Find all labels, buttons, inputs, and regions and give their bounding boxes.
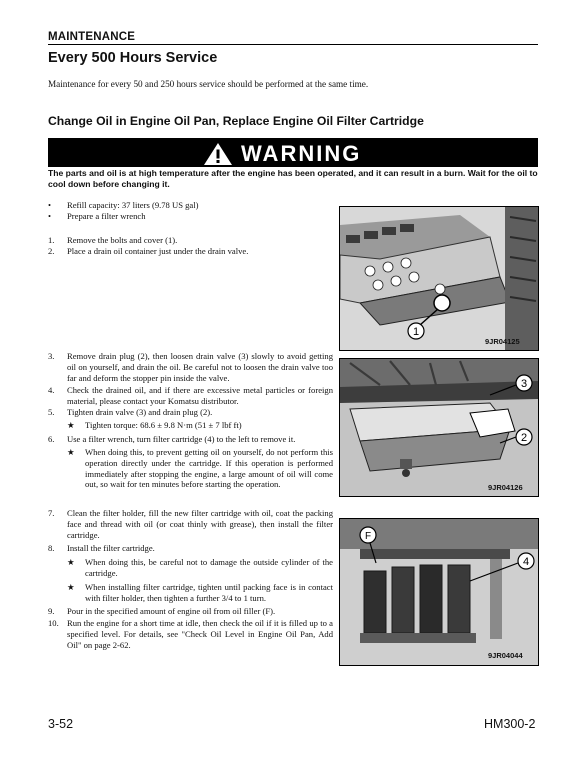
warning-triangle-icon: [203, 142, 233, 166]
page-number: 3-52: [48, 717, 74, 731]
procedure-title: Change Oil in Engine Oil Pan, Replace Engine Oil Filter Cartridge: [48, 114, 424, 128]
callout-label: 3: [520, 378, 528, 390]
warning-label: WARNING: [241, 141, 362, 166]
figure-drain-valve: [339, 358, 539, 497]
drain-valve-illustration: [340, 359, 538, 496]
figure-oil-pan-cover: [339, 206, 539, 351]
figure-filter-cartridge: [339, 518, 539, 666]
callout-label: 2: [520, 432, 528, 444]
callout-label: F: [364, 531, 372, 542]
callout-label: 4: [522, 556, 530, 568]
section-header: MAINTENANCE: [48, 31, 538, 45]
warning-text: The parts and oil is at high temperature after the engine has been operated, and it can result in a burn. Wait for the oil to cool down before changing it.: [48, 168, 538, 189]
figure-caption: 9JR04126: [488, 483, 523, 492]
page-title: Every 500 Hours Service: [48, 50, 218, 66]
filter-cartridge-illustration: [340, 519, 538, 665]
warning-banner: [48, 138, 538, 167]
model-name: HM300-2: [484, 717, 536, 731]
engine-cover-illustration: [340, 207, 538, 350]
figure-caption: 9JR04125: [485, 337, 520, 346]
callout-label: 1: [412, 326, 420, 338]
intro-text: Maintenance for every 50 and 250 hours service should be performed at the same time.: [48, 79, 369, 89]
figure-caption: 9JR04044: [488, 651, 523, 660]
